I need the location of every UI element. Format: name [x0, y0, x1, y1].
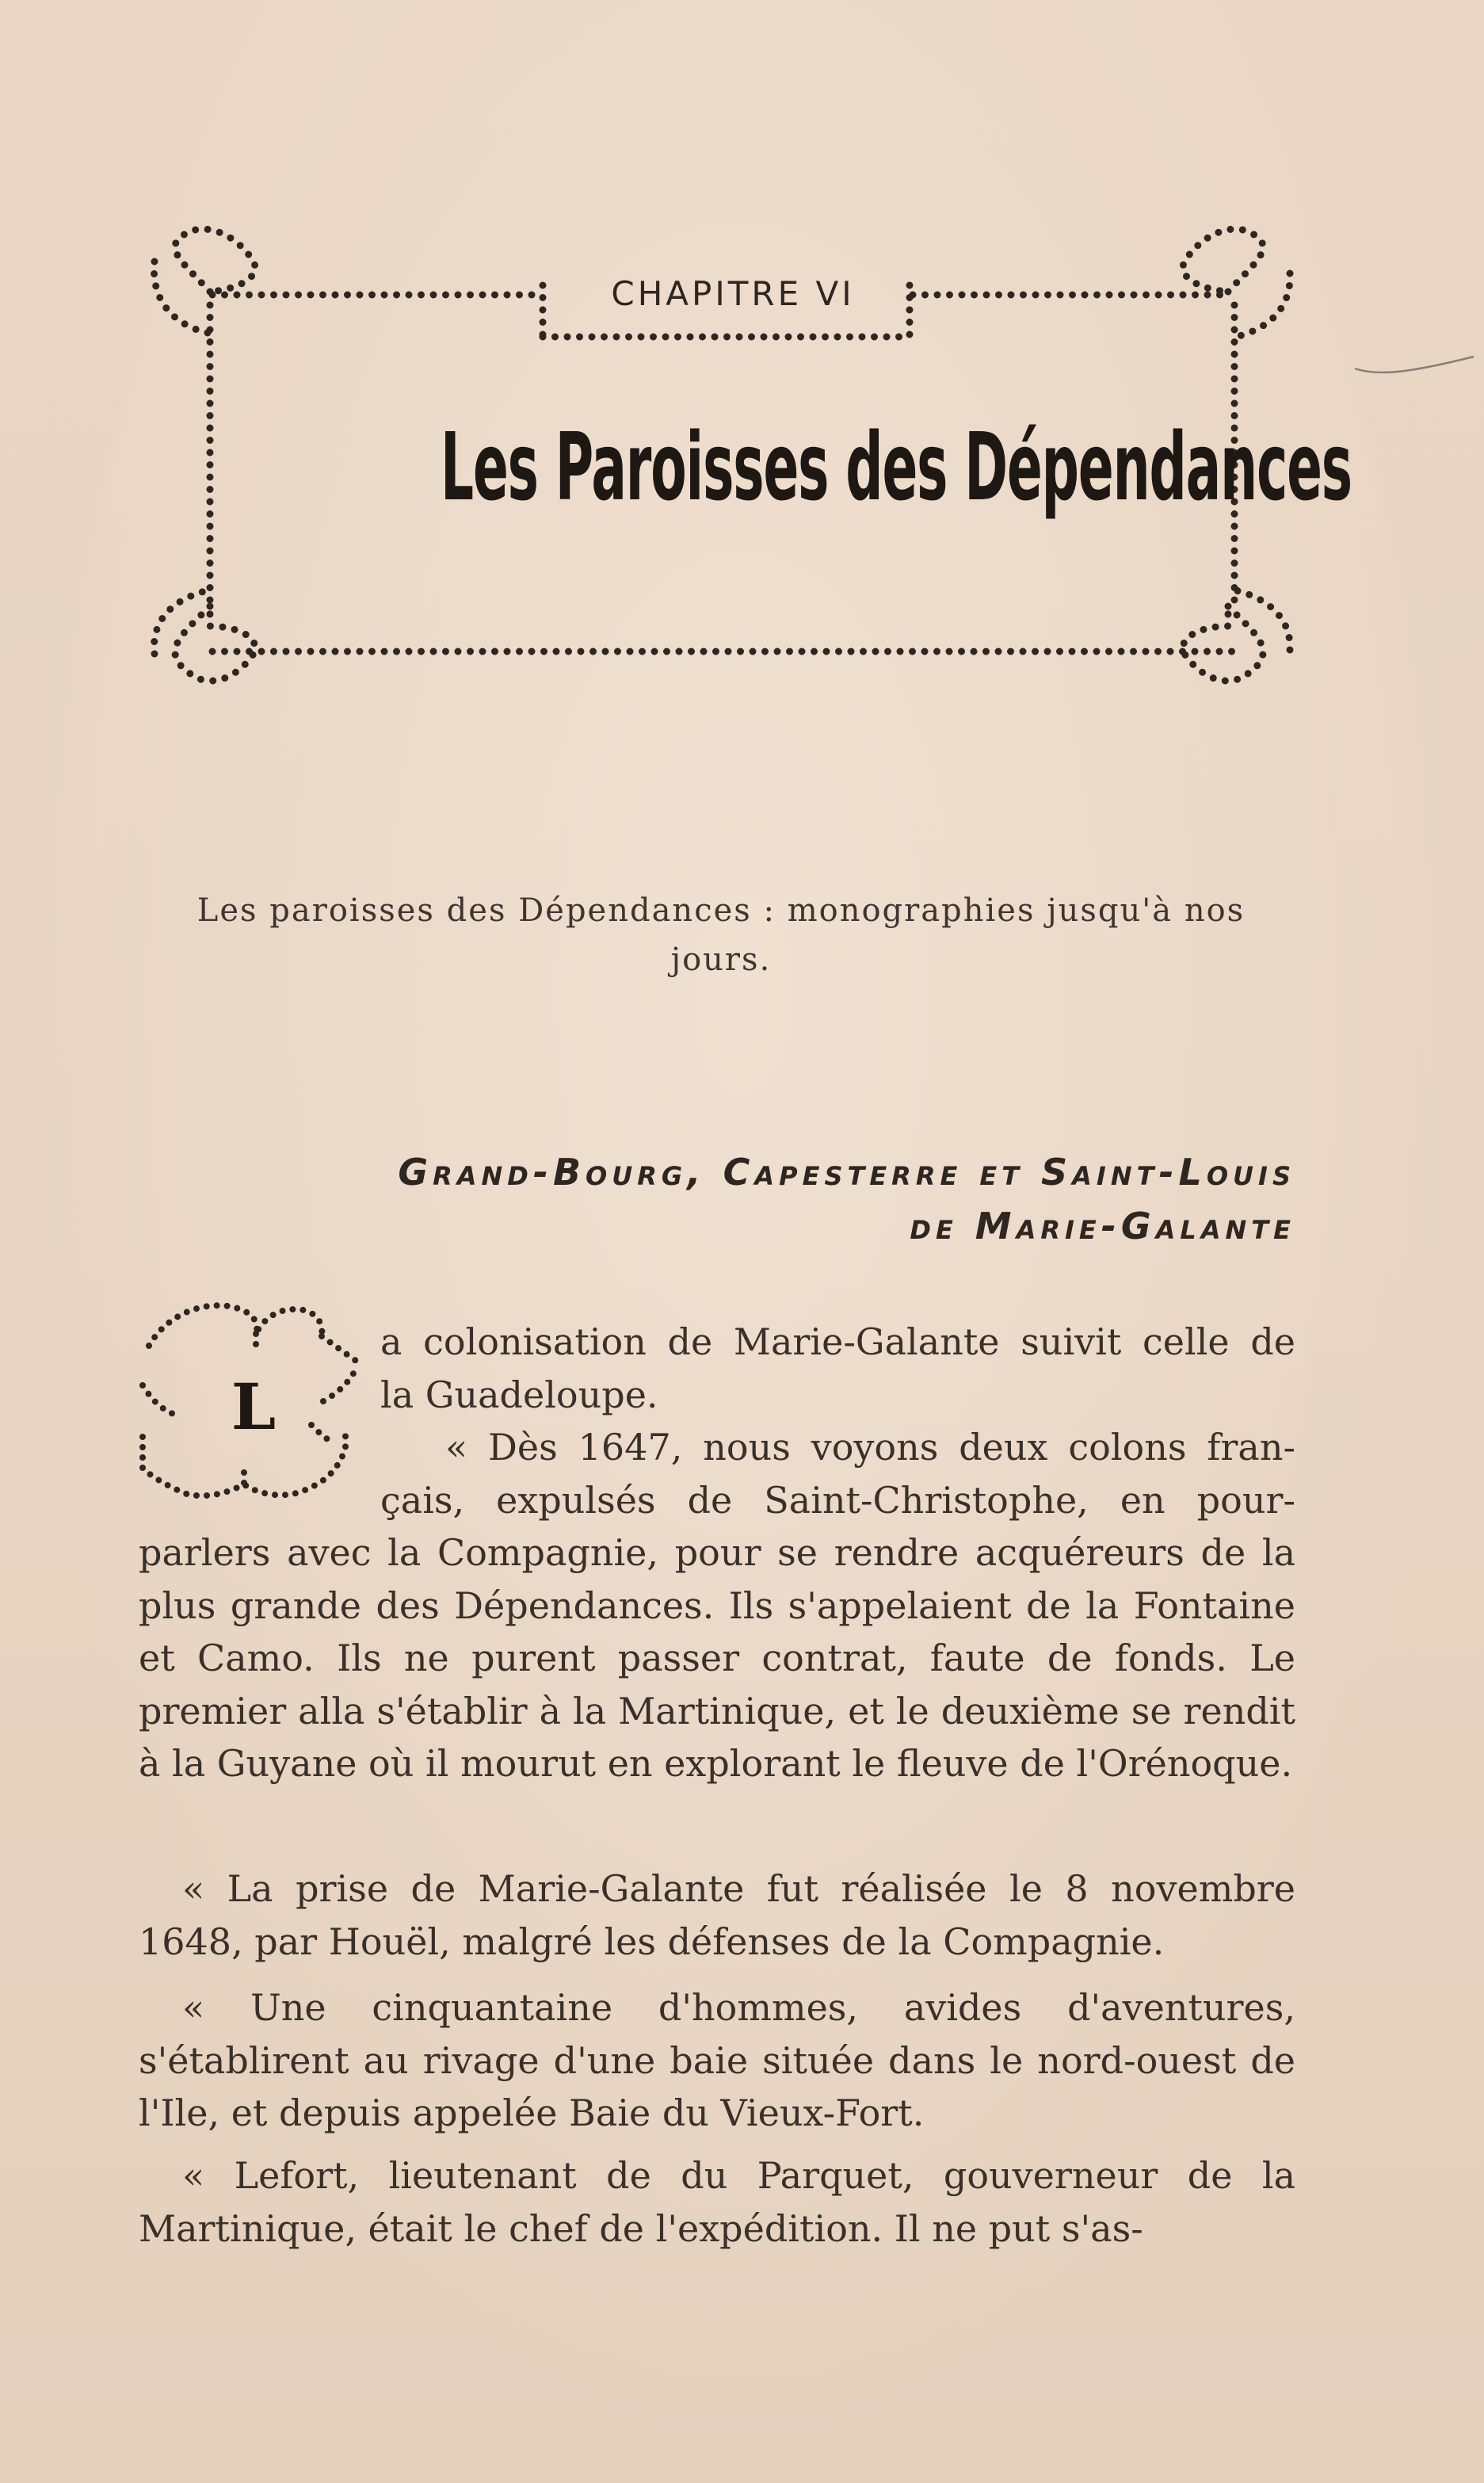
intro-line-4: çais, expulsés de Saint-Christophe, en pour-	[380, 1478, 1295, 1522]
paragraph-text: « La prise de Marie-Galante fut réalisée le 8 novembre 1648, par Houël, malgré les défenses de la Compagnie.	[139, 1867, 1295, 1963]
intro-line-2: la Guadeloupe.	[380, 1373, 658, 1416]
chapter-title: Les Paroisses des Dépendances	[441, 412, 1352, 521]
dropcap-letter: L	[231, 1369, 277, 1444]
chapter-label: CHAPITRE VI	[611, 274, 855, 313]
paragraph-text: parlers avec la Compagnie, pour se rendre acquéreurs de la plus grande des Dépendances. Ils s'appelaient de la Fontaine et Camo. Ils ne purent passer contrat, faute de fonds. Le premier alla s'établir à la Martinique, et le deuxième se rendit à la Guyane où il mourut en explorant le fleuve de l'Orénoque.	[139, 1531, 1295, 1785]
section-heading	[238, 1145, 1295, 1253]
chapter-frame-ornament	[0, 0, 1484, 729]
intro-line-3: « Dès 1647, nous voyons deux colons fran-	[445, 1426, 1295, 1469]
paragraph-text: « Une cinquantaine d'hommes, avides d'aventures, s'établirent au rivage d'une baie située dans le nord-ouest de l'Ile, et depuis appelée Baie du Vieux-Fort.	[139, 1986, 1295, 2134]
section-heading-line1: Grand-Bourg, Capesterre et Saint-Louis	[398, 1151, 1295, 1194]
pencil-mark	[1347, 349, 1482, 388]
paragraph-2	[139, 1862, 1295, 1968]
paragraph-4	[139, 2149, 1295, 2255]
paragraph-3	[139, 1981, 1295, 2140]
paragraph-1-continued	[139, 1526, 1295, 1790]
paragraph-text: « Lefort, lieutenant de du Parquet, gouverneur de la Martinique, était le chef de l'expédition. Il ne put s'as-	[139, 2154, 1295, 2250]
chapter-summary: Les paroisses des Dépendances : monographies jusqu'à nos jours.	[196, 892, 1246, 978]
section-heading-line2: de Marie-Galante	[910, 1205, 1295, 1247]
intro-paragraph	[380, 1316, 1295, 1526]
intro-line-1: a colonisation de Marie-Galante suivit celle de	[380, 1320, 1295, 1363]
